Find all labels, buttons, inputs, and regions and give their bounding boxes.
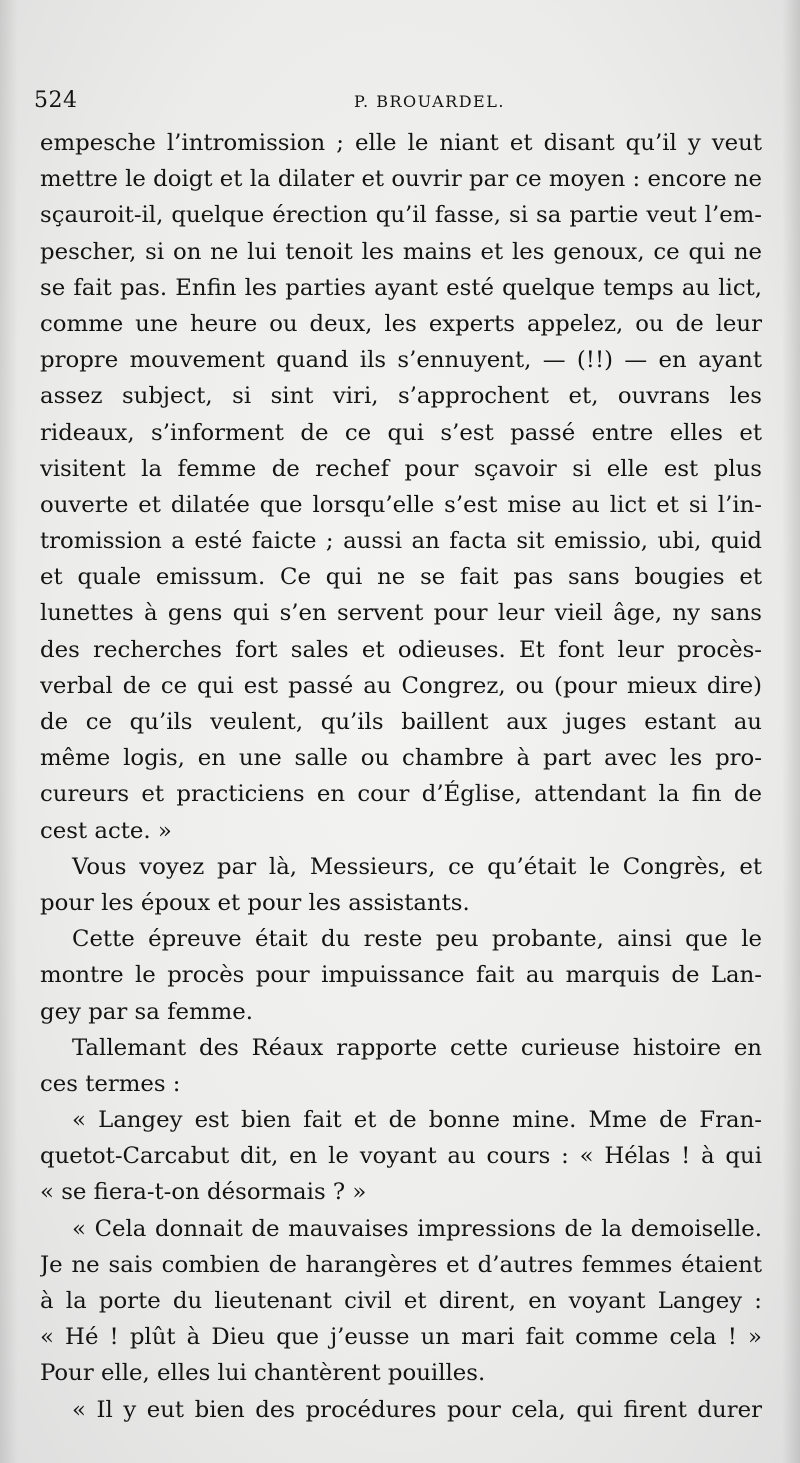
text-line: Pour elle, elles lui chantèrent pouilles.: [40, 1360, 486, 1387]
text-line: pour les époux et pour les assistants.: [40, 889, 470, 916]
running-head-author: P. BROUARDEL.: [354, 92, 505, 111]
text-line: ouverte et dilatée que lorsqu’elle s’est mise au lict et si l’in-: [40, 491, 762, 518]
text-line: de ce qu’ils veulent, qu’ils baillent aux juges estant au: [40, 709, 762, 735]
text-line: ces termes :: [40, 1070, 181, 1097]
text-line: Je ne sais combien de harangères et d’autres femmes étaient: [40, 1251, 762, 1278]
text-line: empesche l’intromission ; elle le niant et disant qu’il y veut: [40, 130, 762, 156]
text-line: rideaux, s’informent de ce qui s’est passé entre elles et: [40, 419, 762, 446]
page-edge-shadow-left: [0, 0, 18, 1463]
text-line: comme une heure ou deux, les experts appelez, ou de leur: [40, 310, 762, 337]
text-line: « Langey est bien fait et de bonne mine. Mme de Fran-: [72, 1107, 762, 1134]
text-line: « Il y eut bien des procédures pour cela, qui firent durer: [72, 1396, 762, 1423]
text-line: quetot-Carcabut dit, en le voyant au cours : « Hélas ! à qui: [40, 1143, 762, 1170]
text-line: même logis, en une salle ou chambre à part avec les pro-: [40, 745, 762, 772]
text-line: « Cela donnait de mauvaises impressions de la demoiselle.: [72, 1215, 762, 1242]
text-line: visitent la femme de rechef pour sçavoir si elle est plus: [40, 455, 762, 482]
text-line: à la porte du lieutenant civil et dirent, en voyant Langey :: [40, 1288, 762, 1314]
text-line: cureurs et practiciens en cour d’Église, attendant la fin de: [40, 781, 762, 808]
page-number: 524: [34, 88, 78, 113]
text-line: des recherches fort sales et odieuses. Et font leur procès-: [40, 636, 762, 663]
text-line: Vous voyez par là, Messieurs, ce qu’était le Congrès, et: [72, 853, 762, 880]
text-line: « Hé ! plût à Dieu que j’eusse un mari fait comme cela ! »: [40, 1324, 762, 1351]
body-text: [40, 125, 762, 1428]
text-line: assez subject, si sint viri, s’approchent et, ouvrans les: [40, 383, 762, 410]
text-line: cest acte. »: [40, 817, 172, 844]
text-line: tromission a esté faicte ; aussi an facta sit emissio, ubi, quid: [40, 528, 762, 555]
text-line: pescher, si on ne lui tenoit les mains et les genoux, ce qui ne: [40, 238, 762, 265]
text-line: sçauroit-il, quelque érection qu’il fasse, si sa partie veut l’em-: [40, 202, 762, 229]
text-line: lunettes à gens qui s’en servent pour leur vieil âge, ny sans: [40, 600, 762, 627]
running-head: [34, 88, 764, 118]
text-line: propre mouvement quand ils s’ennuyent, — (!!) — en ayant: [40, 347, 762, 374]
text-line: gey par sa femme.: [40, 998, 253, 1025]
text-line: « se fiera-t-on désormais ? »: [40, 1179, 367, 1206]
text-line: verbal de ce qui est passé au Congrez, ou (pour mieux dire): [40, 672, 762, 699]
text-line: Cette épreuve était du reste peu probante, ainsi que le: [72, 926, 762, 953]
text-line: mettre le doigt et la dilater et ouvrir par ce moyen : encore ne: [40, 166, 762, 193]
text-line: Tallemant des Réaux rapporte cette curieuse histoire en: [72, 1034, 762, 1061]
page-edge-shadow-right: [782, 0, 800, 1463]
text-line: et quale emissum. Ce qui ne se fait pas sans bougies et: [40, 564, 762, 591]
text-line: montre le procès pour impuissance fait au marquis de Lan-: [40, 962, 762, 989]
text-line: se fait pas. Enfin les parties ayant esté quelque temps au lict,: [40, 274, 762, 301]
